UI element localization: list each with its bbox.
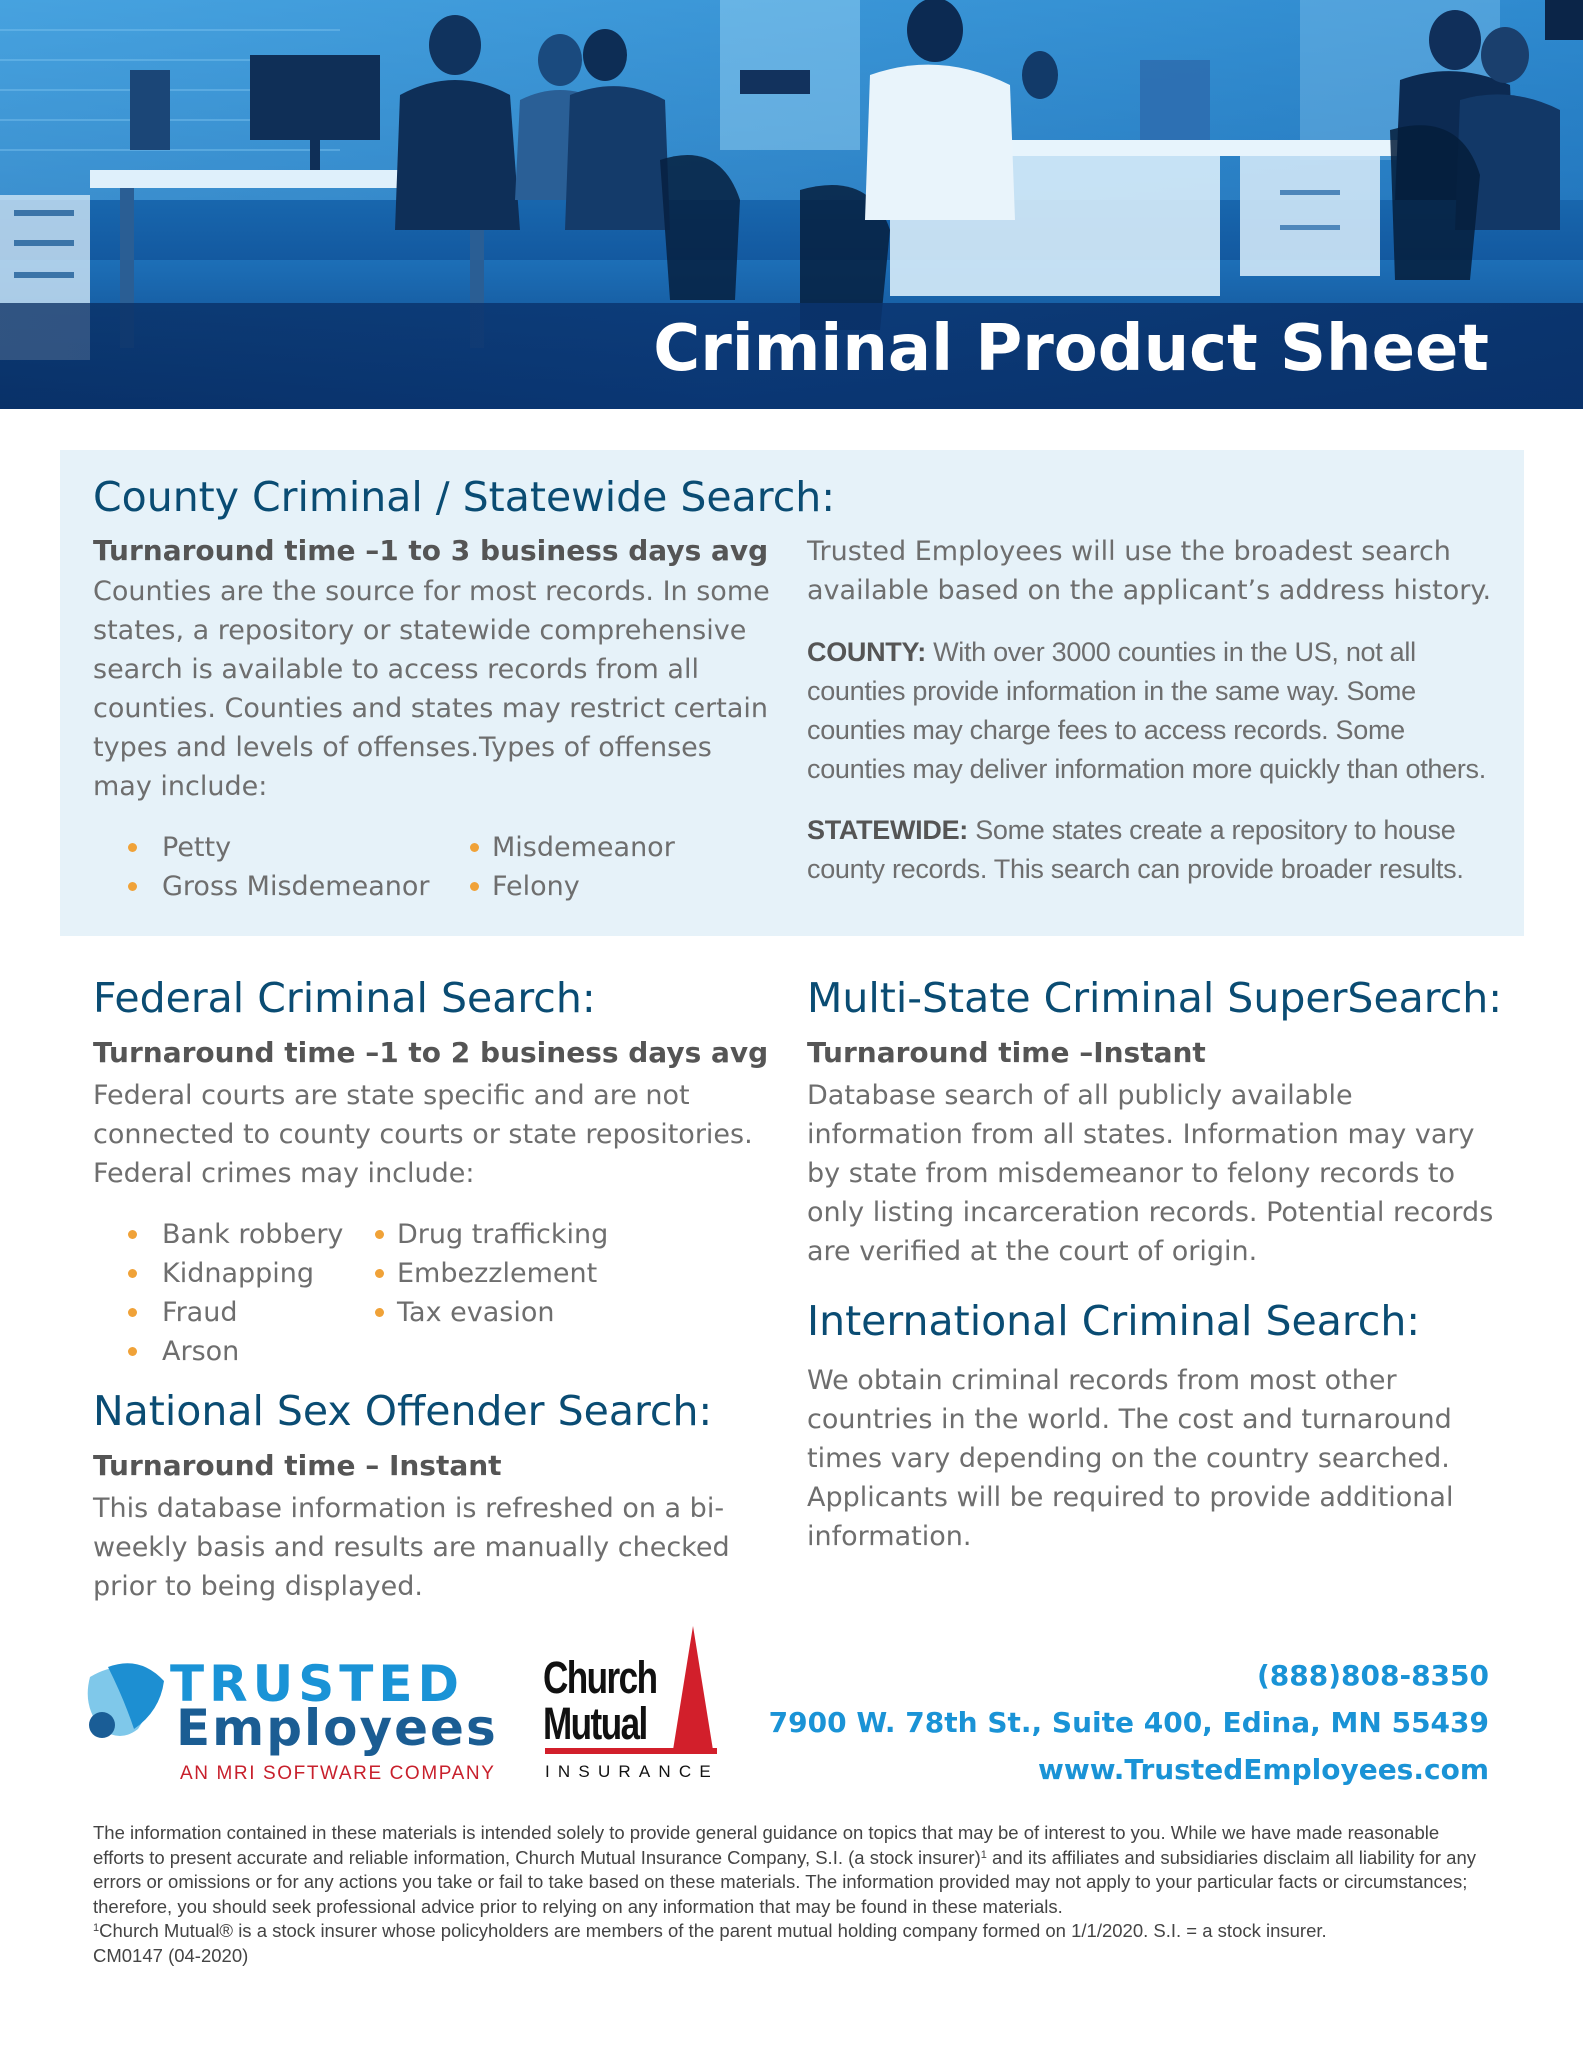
trusted-employees-mark-icon: [80, 1659, 170, 1749]
federal-crime-list-2: [375, 1215, 608, 1332]
list-item: Kidnapping: [128, 1254, 343, 1293]
employees-wordmark: Employees: [176, 1699, 498, 1757]
multistate-heading: Multi-State Criminal SuperSearch:: [807, 974, 1503, 1022]
contact-address: 7900 W. 78th St., Suite 400, Edina, MN 55439: [768, 1706, 1489, 1739]
county-heading: County Criminal / Statewide Search:: [93, 473, 836, 521]
sex-offender-heading: National Sex Offender Search:: [93, 1387, 713, 1435]
statewide-definition: [807, 811, 1497, 889]
federal-body: Federal courts are state specific and are not connected to county courts or state repositories. Federal crimes may include:: [93, 1080, 753, 1189]
list-item: Arson: [128, 1332, 343, 1371]
county-label: COUNTY:: [807, 637, 926, 667]
list-item: Misdemeanor: [470, 828, 675, 867]
mutual-wordmark: Mutual: [543, 1698, 647, 1749]
contact-website[interactable]: www.TrustedEmployees.com: [1037, 1753, 1489, 1786]
offense-list-1: [128, 828, 429, 906]
bullet-icon: [375, 1230, 384, 1239]
trusted-tagline: AN MRI SOFTWARE COMPANY: [180, 1763, 496, 1784]
list-item: Tax evasion: [375, 1293, 608, 1332]
list-item: Embezzlement: [375, 1254, 608, 1293]
county-definition: [807, 633, 1497, 789]
trusted-employees-logo: [80, 1655, 510, 1790]
bullet-icon: [128, 843, 137, 852]
church-wordmark: Church: [543, 1652, 657, 1703]
bullet-icon: [470, 882, 479, 891]
county-right-intro: Trusted Employees will use the broadest search available based on the applicant’s address history.: [807, 536, 1492, 606]
list-item: Bank robbery: [128, 1215, 343, 1254]
county-text: With over 3000 counties in the US, not all counties provide information in the same way. Some counties may charge fees to access records. Some counties may deliver information more quickly than others.: [807, 637, 1486, 784]
international-heading: International Criminal Search:: [807, 1297, 1421, 1345]
federal-crime-list-1: [128, 1215, 343, 1371]
bullet-icon: [128, 1308, 137, 1317]
bullet-icon: [128, 1347, 137, 1356]
list-item: Felony: [470, 867, 675, 906]
statewide-label: STATEWIDE:: [807, 815, 968, 845]
contact-phone[interactable]: (888)808-8350: [1256, 1659, 1489, 1692]
multistate-turnaround: Turnaround time –Instant: [807, 1036, 1206, 1069]
county-body: Counties are the source for most records. In some states, a repository or statewide comprehensive search is available to access records from all counties. Counties and states may restrict certain types and levels of offenses.Types of offenses may include:: [93, 576, 770, 802]
church-tagline: INSURANCE: [545, 1762, 719, 1781]
bullet-icon: [128, 882, 137, 891]
list-item: Petty: [128, 828, 429, 867]
sex-offender-turnaround: Turnaround time – Instant: [93, 1449, 502, 1482]
bullet-icon: [375, 1269, 384, 1278]
offense-list-2: [470, 828, 675, 906]
county-turnaround: Turnaround time –1 to 3 business days avg: [93, 534, 769, 567]
sex-offender-body: This database information is refreshed on a bi-weekly basis and results are manually checked prior to being displayed.: [93, 1493, 730, 1602]
international-body: We obtain criminal records from most other countries in the world. The cost and turnaround times vary depending on the country searched. Applicants will be required to provide additional information.: [807, 1365, 1454, 1552]
list-item: Drug trafficking: [375, 1215, 608, 1254]
multistate-body: Database search of all publicly available information from all states. Information may vary by state from misdemeanor to felony records to only listing incarceration records. Potential records are verified at the court of origin.: [807, 1080, 1494, 1267]
list-item: Fraud: [128, 1293, 343, 1332]
church-mutual-logo: [543, 1622, 718, 1792]
bullet-icon: [128, 1269, 137, 1278]
federal-turnaround: Turnaround time –1 to 2 business days avg: [93, 1036, 769, 1069]
disclaimer-paragraph: The information contained in these materials is intended solely to provide general guidance on topics that may be of interest to you. While we have made reasonable efforts to present accurate and reliable information, Church Mutual Insurance Company, S.I. (a stock insurer)$^1$ and its affiliates and subsidiaries disclaim all liability for any errors or omissions or for any actions you take or fail to take based on these materials. The information provided may not apply to your particular facts or circumstances; therefore, you should seek professional advice prior to relying on any information that may be found in these materials.: [93, 1822, 1476, 1917]
disclaimer-footnote: $^1$Church Mutual® is a stock insurer whose policyholders are members of the parent mutual holding company formed on 1/1/2020. S.I. = a stock insurer.: [93, 1920, 1327, 1941]
hero-banner: [0, 0, 1583, 409]
disclaimer: [93, 1821, 1493, 1968]
bullet-icon: [128, 1230, 137, 1239]
statewide-text: Some states create a repository to house county records. This search can provide broader results.: [807, 815, 1464, 884]
document-code: CM0147 (04-2020): [93, 1944, 249, 1966]
page-title: Criminal Product Sheet: [653, 312, 1489, 386]
list-item: Gross Misdemeanor: [128, 867, 429, 906]
bullet-icon: [470, 843, 479, 852]
federal-heading: Federal Criminal Search:: [93, 974, 596, 1022]
bullet-icon: [375, 1308, 384, 1317]
trusted-wordmark: TRUSTED: [170, 1655, 464, 1713]
